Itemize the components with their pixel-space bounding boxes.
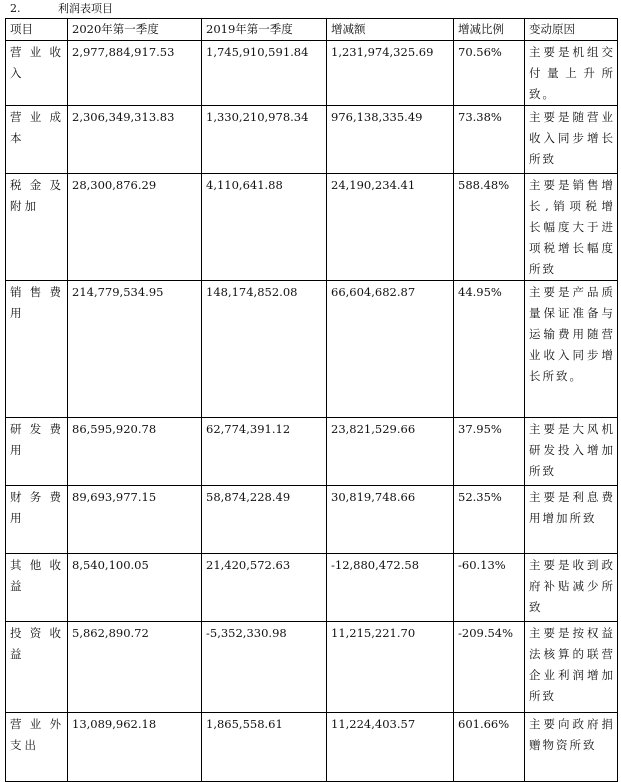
table-cell-change: 23,821,529.66	[327, 418, 454, 486]
table-cell-ratio: -60.13%	[454, 554, 525, 622]
table-row	[6, 106, 618, 174]
table-cell-item: 投资收益	[6, 622, 68, 713]
table-row	[6, 281, 618, 418]
section-heading	[10, 3, 113, 15]
table-cell-2020-q1: 5,862,890.72	[68, 622, 202, 713]
table-cell-reason: 主要是利息费用增加所致	[525, 486, 618, 554]
table-cell-ratio: -209.54%	[454, 622, 525, 713]
header-item: 项目	[6, 19, 68, 41]
table-row	[6, 713, 618, 782]
table-cell-2020-q1: 214,779,534.95	[68, 281, 202, 418]
table-cell-2019-q1: 58,874,228.49	[202, 486, 327, 554]
table-cell-reason: 主要是大风机研发投入增加所致	[525, 418, 618, 486]
table-cell-change: 1,231,974,325.69	[327, 41, 454, 106]
table-row	[6, 41, 618, 106]
table-cell-item: 研发费用	[6, 418, 68, 486]
section-title: 利润表项目	[58, 2, 113, 15]
table-cell-2019-q1: 1,865,558.61	[202, 713, 327, 782]
table-cell-2020-q1: 86,595,920.78	[68, 418, 202, 486]
header-change: 增减额	[327, 19, 454, 41]
table-cell-ratio: 44.95%	[454, 281, 525, 418]
table-cell-reason: 主要是销售增长,销项税增长幅度大于进项税增长幅度所致	[525, 174, 618, 281]
table-cell-2020-q1: 13,089,962.18	[68, 713, 202, 782]
table-cell-change: 976,138,335.49	[327, 106, 454, 174]
table-cell-reason: 主要是机组交付量上升所致。	[525, 41, 618, 106]
table-row	[6, 174, 618, 281]
table-cell-item: 营业收入	[6, 41, 68, 106]
table-cell-ratio: 52.35%	[454, 486, 525, 554]
table-row	[6, 622, 618, 713]
table-cell-2019-q1: 1,330,210,978.34	[202, 106, 327, 174]
section-number: 2.	[10, 2, 21, 15]
table-cell-ratio: 601.66%	[454, 713, 525, 782]
table-cell-2019-q1: 4,110,641.88	[202, 174, 327, 281]
table-cell-ratio: 588.48%	[454, 174, 525, 281]
table-cell-item: 营业成本	[6, 106, 68, 174]
table-cell-item: 营业外支出	[6, 713, 68, 782]
table-cell-reason: 主要是按权益法核算的联营企业利润增加所致	[525, 622, 618, 713]
table-cell-change: -12,880,472.58	[327, 554, 454, 622]
header-ratio: 增减比例	[454, 19, 525, 41]
income-statement-table	[5, 18, 618, 782]
table-cell-change: 30,819,748.66	[327, 486, 454, 554]
table-cell-reason: 主要是收到政府补贴减少所致	[525, 554, 618, 622]
table-cell-2019-q1: 62,774,391.12	[202, 418, 327, 486]
table-row	[6, 418, 618, 486]
table-cell-change: 24,190,234.41	[327, 174, 454, 281]
table-cell-change: 11,215,221.70	[327, 622, 454, 713]
table-cell-reason: 主要是随营业收入同步增长所致	[525, 106, 618, 174]
table-row	[6, 486, 618, 554]
table-cell-2019-q1: 148,174,852.08	[202, 281, 327, 418]
table-cell-ratio: 73.38%	[454, 106, 525, 174]
table-cell-2019-q1: 21,420,572.63	[202, 554, 327, 622]
table-cell-2020-q1: 89,693,977.15	[68, 486, 202, 554]
table-cell-2019-q1: 1,745,910,591.84	[202, 41, 327, 106]
table-cell-reason: 主要向政府捐赠物资所致	[525, 713, 618, 782]
table-cell-change: 66,604,682.87	[327, 281, 454, 418]
table-header-row	[6, 19, 618, 41]
header-2020-q1: 2020年第一季度	[68, 19, 202, 41]
header-reason: 变动原因	[525, 19, 618, 41]
table-cell-2020-q1: 2,977,884,917.53	[68, 41, 202, 106]
table-cell-2019-q1: -5,352,330.98	[202, 622, 327, 713]
table-cell-ratio: 37.95%	[454, 418, 525, 486]
table-cell-2020-q1: 2,306,349,313.83	[68, 106, 202, 174]
table-cell-item: 税金及附加	[6, 174, 68, 281]
table-row	[6, 554, 618, 622]
header-2019-q1: 2019年第一季度	[202, 19, 327, 41]
table-cell-2020-q1: 8,540,100.05	[68, 554, 202, 622]
table-cell-item: 其他收益	[6, 554, 68, 622]
table-cell-item: 销售费用	[6, 281, 68, 418]
table-cell-change: 11,224,403.57	[327, 713, 454, 782]
table-cell-ratio: 70.56%	[454, 41, 525, 106]
table-cell-2020-q1: 28,300,876.29	[68, 174, 202, 281]
table-cell-item: 财务费用	[6, 486, 68, 554]
table-cell-reason: 主要是产品质量保证准备与运输费用随营业收入同步增长所致。	[525, 281, 618, 418]
